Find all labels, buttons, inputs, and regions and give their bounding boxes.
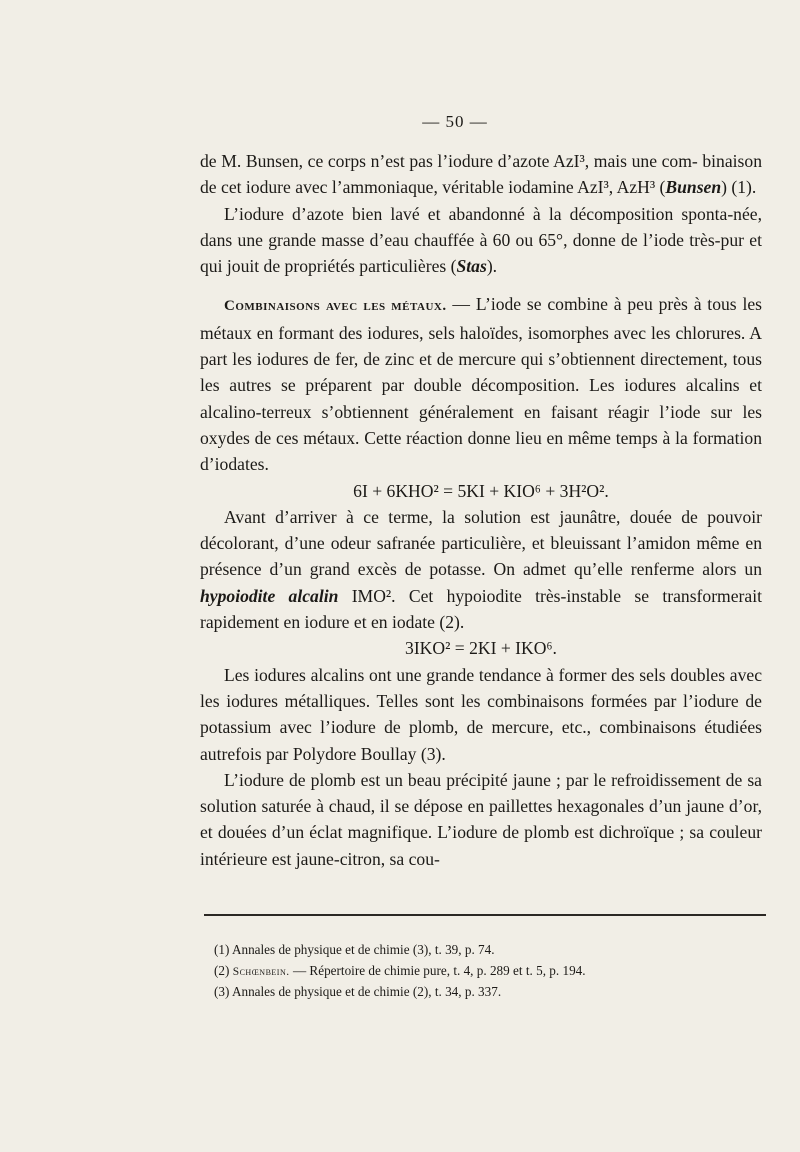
formula-1: 6I + 6KHO² = 5KI + KIO⁶ + 3H²O². bbox=[353, 480, 609, 501]
main-text bbox=[200, 148, 762, 872]
footnote-2-number: (2) bbox=[214, 962, 233, 978]
paragraph-iodure-plomb: L’iodure de plomb est un beau précipité jaune ; par le refroidissement de sa solution saturée à chaud, il se dépose en paillettes hexagonales d’un jaune d’or, et douées d’un éclat magnifique. L’iodure de plomb est dichroïque ; sa couleur intérieure est jaune-citron, sa cou- bbox=[200, 769, 762, 869]
footnote-3: (3) Annales de physique et de chimie (2), t. 34, p. 337. bbox=[214, 984, 502, 999]
footnote-rule bbox=[204, 914, 766, 916]
author-bunsen: Bunsen bbox=[665, 177, 722, 198]
line-3b: ) (1). bbox=[721, 177, 757, 198]
footnotes bbox=[214, 940, 774, 1003]
line-3a: AzH³ ( bbox=[616, 177, 666, 198]
paragraph-continuation bbox=[200, 148, 762, 201]
footnote-1: (1) Annales de physique et de chimie (3), t. 39, p. 74. bbox=[214, 942, 495, 957]
p2-text: L’iodure d’azote bien lavé et abandonné à la décomposition sponta-née, dans une grande masse d’eau chauffée à 60 ou 65°, donne de l’iode très-pur et qui jouit de propriétés particulières ( bbox=[200, 203, 762, 277]
p2-end: ). bbox=[486, 256, 498, 277]
term-hypoiodite: hypoiodite alcalin bbox=[200, 585, 339, 606]
paragraph-combinaisons bbox=[200, 291, 762, 477]
p4-text-a: Avant d’arriver à ce terme, la solution est jaunâtre, douée de pouvoir décolorant, d’une odeur safranée particulière, et bleuissant l’amidon même en présence d’un grand excès de potasse. On admet qu’elle renferme alors un bbox=[200, 506, 762, 580]
footnote-2 bbox=[214, 961, 774, 983]
paragraph-iodure-azote bbox=[200, 201, 762, 280]
author-stas: Stas bbox=[456, 256, 487, 277]
section-heading: Combinaisons avec les métaux. bbox=[224, 298, 447, 315]
footnote-2-text: — Répertoire de chimie pure, t. 4, p. 289 et t. 5, p. 194. bbox=[289, 962, 586, 978]
p4-text-b: IMO². Cet hypoiodite très-instable se transformerait rapidement en iodure et en iodate (2). bbox=[200, 585, 762, 633]
paragraph-hypoiodite bbox=[200, 504, 762, 635]
formula-2: 3IKO² = 2KI + IKO⁶. bbox=[405, 638, 557, 659]
paragraph-sels-doubles: Les iodures alcalins ont une grande tendance à former des sels doubles avec les iodures métalliques. Telles sont les combinaisons formées par l’iodure de potassium avec l’iodure de plomb, de mercure, etc., combinaisons étudiées autrefois par Polydore Boullay (3). bbox=[200, 664, 762, 764]
line-2: binaison de cet iodure avec l’ammoniaque, véritable iodamine AzI³, bbox=[200, 151, 762, 198]
p3-text: — L’iode se combine à peu près à tous les métaux en formant des iodures, sels haloïdes, isomorphes avec les chlorures. A part les iodures de fer, de zinc et de mercure qui s’obtiennent directement, tous les autres se préparent par double décomposition. Les iodures alcalins et alcalino-terreux s’obtiennent généralement en faisant réagir l’iode sur les oxydes de ces métaux. Cette réaction donne lieu en même temps à la formation d’iodates. bbox=[200, 294, 762, 475]
footnote-2-author: Schœnbein. bbox=[232, 965, 290, 978]
page-number: — 50 — bbox=[422, 112, 488, 131]
line-1: de M. Bunsen, ce corps n’est pas l’iodure d’azote AzI³, mais une com- bbox=[200, 151, 698, 171]
